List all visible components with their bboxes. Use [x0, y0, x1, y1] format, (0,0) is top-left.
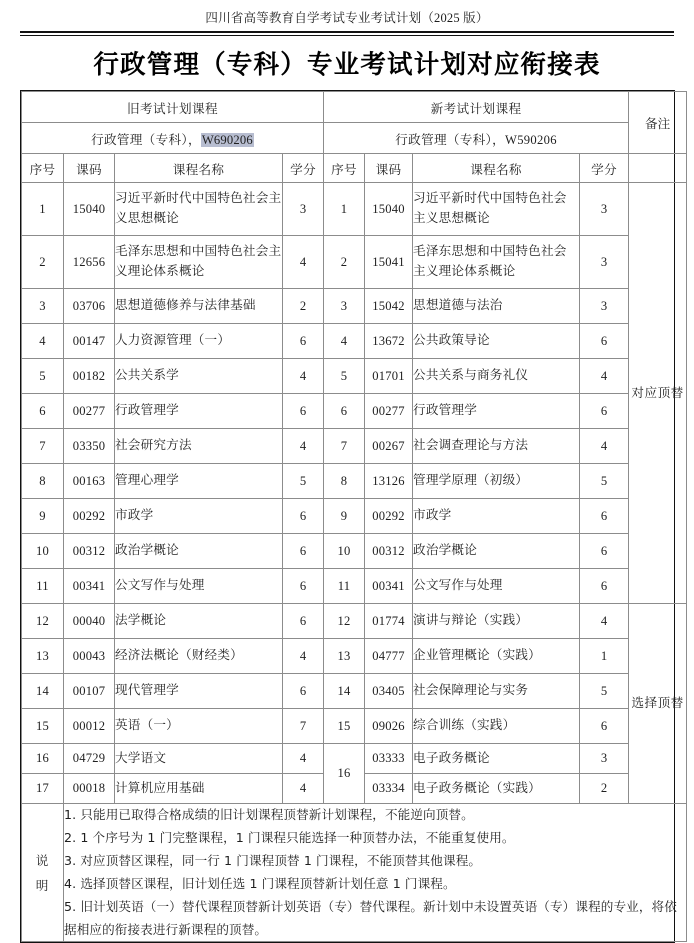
- header-old-sn: 序号: [22, 154, 64, 183]
- running-head: 四川省高等教育自学考试专业考试计划（2025 版）: [205, 11, 489, 25]
- old-major-code-highlighted: W690206: [201, 132, 253, 147]
- cell-new-credit: 5: [580, 464, 629, 499]
- cell-old-credit: 3: [283, 183, 324, 236]
- cell-new-sn: 8: [324, 464, 365, 499]
- cell-new-name: 电子政务概论（实践）: [413, 774, 580, 804]
- cell-old-credit: 2: [283, 289, 324, 324]
- cell-new-code: 13126: [365, 464, 413, 499]
- cell-new-name: 习近平新时代中国特色社会主义思想概论: [413, 183, 580, 236]
- remark-column-header: 备注: [629, 92, 687, 154]
- cell-old-sn: 16: [22, 744, 64, 774]
- cell-old-code: 03706: [64, 289, 115, 324]
- cell-old-name: 公文写作与处理: [115, 569, 283, 604]
- note-item-4: 4. 选择顶替区课程，旧计划任选 1 门课程顶替新计划任意 1 门课程。: [64, 875, 456, 891]
- cell-new-sn: 10: [324, 534, 365, 569]
- cell-old-name: 经济法概论（财经类）: [115, 639, 283, 674]
- cell-new-name: 政治学概论: [413, 534, 580, 569]
- table-row: [22, 289, 687, 324]
- table-row: [22, 359, 687, 394]
- cell-new-sn: 2: [324, 236, 365, 289]
- notes-label-line-1: 说: [35, 852, 50, 868]
- cell-new-sn: 11: [324, 569, 365, 604]
- cell-old-name: 计算机应用基础: [115, 774, 283, 804]
- cell-old-code: 03350: [64, 429, 115, 464]
- cell-old-credit: 4: [283, 429, 324, 464]
- cell-old-code: 00040: [64, 604, 115, 639]
- cell-new-credit: 3: [580, 289, 629, 324]
- cell-new-name: 综合训练（实践）: [413, 709, 580, 744]
- cell-new-credit: 4: [580, 359, 629, 394]
- cell-old-credit: 6: [283, 499, 324, 534]
- cell-old-credit: 4: [283, 774, 324, 804]
- remark-corresponding: 对应顶替: [629, 183, 687, 604]
- cell-old-code: 00292: [64, 499, 115, 534]
- note-item-3: 3. 对应顶替区课程，同一行 1 门课程顶替 1 门课程，不能顶替其他课程。: [64, 852, 482, 868]
- cell-old-name: 管理心理学: [115, 464, 283, 499]
- cell-old-name: 习近平新时代中国特色社会主义思想概论: [115, 183, 283, 236]
- table-row: [22, 569, 687, 604]
- old-major-cell: [22, 123, 324, 154]
- cell-new-code: 03333: [365, 744, 413, 774]
- cell-new-sn: 4: [324, 324, 365, 359]
- cell-old-credit: 6: [283, 534, 324, 569]
- cell-old-credit: 6: [283, 569, 324, 604]
- table-row: [22, 324, 687, 359]
- cell-new-credit: 6: [580, 534, 629, 569]
- cell-old-sn: 7: [22, 429, 64, 464]
- cell-old-sn: 4: [22, 324, 64, 359]
- header-new-code: 课码: [365, 154, 413, 183]
- table-row: [22, 709, 687, 744]
- table-row: [22, 236, 687, 289]
- cell-new-name: 毛泽东思想和中国特色社会主义理论体系概论: [413, 236, 580, 289]
- cell-old-code: 00312: [64, 534, 115, 569]
- table-row: [22, 464, 687, 499]
- cell-old-sn: 8: [22, 464, 64, 499]
- table-row: [22, 604, 687, 639]
- cell-new-code: 15040: [365, 183, 413, 236]
- cell-new-code: 00292: [365, 499, 413, 534]
- header-new-name: 课程名称: [413, 154, 580, 183]
- cell-new-credit: 6: [580, 324, 629, 359]
- note-item-5: 5. 旧计划英语（一）替代课程顶替新计划英语（专）替代课程。新计划中未设置英语（专）课程的专业，将依据相应的衔接表进行新课程的顶替。: [64, 898, 677, 937]
- cell-old-credit: 4: [283, 236, 324, 289]
- major-row: [22, 123, 687, 154]
- cell-new-sn-merged: 16: [324, 744, 365, 804]
- cell-old-code: 00043: [64, 639, 115, 674]
- cell-old-credit: 4: [283, 639, 324, 674]
- cell-new-code: 00267: [365, 429, 413, 464]
- cell-old-name: 政治学概论: [115, 534, 283, 569]
- cell-new-code: 00277: [365, 394, 413, 429]
- header-old-name: 课程名称: [115, 154, 283, 183]
- cell-new-name: 行政管理学: [413, 394, 580, 429]
- old-major-prefix: 行政管理（专科），: [91, 132, 201, 147]
- cell-old-sn: 14: [22, 674, 64, 709]
- cell-old-name: 公共关系学: [115, 359, 283, 394]
- cell-old-code: 00163: [64, 464, 115, 499]
- cell-old-code: 00277: [64, 394, 115, 429]
- cell-old-name: 大学语文: [115, 744, 283, 774]
- note-item-2: 2. 1 个序号为 1 门完整课程，1 门课程只能选择一种顶替办法，不能重复使用。: [64, 829, 515, 845]
- cell-new-code: 00341: [365, 569, 413, 604]
- cell-old-code: 04729: [64, 744, 115, 774]
- cell-new-name: 演讲与辩论（实践）: [413, 604, 580, 639]
- cell-old-name: 法学概论: [115, 604, 283, 639]
- page-title: 行政管理（专科）专业考试计划对应衔接表: [93, 50, 601, 79]
- cell-new-sn: 9: [324, 499, 365, 534]
- cell-new-sn: 12: [324, 604, 365, 639]
- notes-label-line-2: 明: [35, 877, 50, 893]
- cell-new-code: 00312: [365, 534, 413, 569]
- cell-old-credit: 7: [283, 709, 324, 744]
- cell-old-code: 00182: [64, 359, 115, 394]
- cell-new-name: 电子政务概论: [413, 744, 580, 774]
- cell-old-code: 00341: [64, 569, 115, 604]
- new-plan-group-header: 新考试计划课程: [324, 92, 629, 123]
- cell-old-credit: 6: [283, 604, 324, 639]
- cell-old-code: 00107: [64, 674, 115, 709]
- cell-new-credit: 3: [580, 183, 629, 236]
- cell-old-name: 行政管理学: [115, 394, 283, 429]
- cell-old-name: 英语（一）: [115, 709, 283, 744]
- header-new-sn: 序号: [324, 154, 365, 183]
- cell-old-sn: 5: [22, 359, 64, 394]
- notes-row: [22, 804, 687, 942]
- table-row: [22, 639, 687, 674]
- notes-body: [64, 804, 687, 942]
- cell-new-name: 思想道德与法治: [413, 289, 580, 324]
- cell-old-sn: 6: [22, 394, 64, 429]
- cell-new-name: 社会保障理论与实务: [413, 674, 580, 709]
- cell-new-sn: 3: [324, 289, 365, 324]
- cell-new-code: 09026: [365, 709, 413, 744]
- cell-new-credit: 3: [580, 744, 629, 774]
- cell-new-name: 管理学原理（初级）: [413, 464, 580, 499]
- cell-new-credit: 1: [580, 639, 629, 674]
- cell-old-sn: 10: [22, 534, 64, 569]
- table-row: [22, 394, 687, 429]
- cell-new-name: 公文写作与处理: [413, 569, 580, 604]
- cell-new-code: 01701: [365, 359, 413, 394]
- cell-old-credit: 6: [283, 394, 324, 429]
- table-row: [22, 183, 687, 236]
- cell-new-sn: 7: [324, 429, 365, 464]
- cell-old-name: 思想道德修养与法律基础: [115, 289, 283, 324]
- notes-label: [22, 804, 64, 942]
- new-major-cell: 行政管理（专科），W590206: [324, 123, 629, 154]
- note-item-1: 1. 只能用已取得合格成绩的旧计划课程顶替新计划课程，不能逆向顶替。: [64, 807, 474, 822]
- cell-new-credit: 6: [580, 499, 629, 534]
- cell-new-credit: 5: [580, 674, 629, 709]
- cell-new-name: 企业管理概论（实践）: [413, 639, 580, 674]
- course-mapping-table-wrapper: [20, 90, 684, 943]
- cell-new-sn: 5: [324, 359, 365, 394]
- cell-new-sn: 6: [324, 394, 365, 429]
- table-row: [22, 534, 687, 569]
- cell-new-code: 01774: [365, 604, 413, 639]
- header-remark-blank: [629, 154, 687, 183]
- cell-new-sn: 13: [324, 639, 365, 674]
- cell-new-name: 社会调查理论与方法: [413, 429, 580, 464]
- cell-new-sn: 15: [324, 709, 365, 744]
- cell-new-credit: 2: [580, 774, 629, 804]
- cell-old-sn: 9: [22, 499, 64, 534]
- cell-new-code: 13672: [365, 324, 413, 359]
- cell-old-sn: 3: [22, 289, 64, 324]
- header-rule: [20, 31, 674, 36]
- cell-old-name: 社会研究方法: [115, 429, 283, 464]
- cell-new-name: 公共政策导论: [413, 324, 580, 359]
- cell-old-name: 人力资源管理（一）: [115, 324, 283, 359]
- cell-new-credit: 4: [580, 429, 629, 464]
- cell-old-code: 12656: [64, 236, 115, 289]
- cell-old-sn: 2: [22, 236, 64, 289]
- cell-new-code: 04777: [365, 639, 413, 674]
- old-plan-group-header: 旧考试计划课程: [22, 92, 324, 123]
- cell-new-code: 15042: [365, 289, 413, 324]
- cell-old-name: 现代管理学: [115, 674, 283, 709]
- table-row: [22, 744, 687, 774]
- cell-old-sn: 13: [22, 639, 64, 674]
- table-row: [22, 499, 687, 534]
- cell-new-credit: 3: [580, 236, 629, 289]
- cell-old-credit: 4: [283, 744, 324, 774]
- cell-old-credit: 5: [283, 464, 324, 499]
- cell-old-code: 15040: [64, 183, 115, 236]
- cell-old-code: 00012: [64, 709, 115, 744]
- cell-old-sn: 11: [22, 569, 64, 604]
- header-new-credit: 学分: [580, 154, 629, 183]
- cell-new-credit: 6: [580, 709, 629, 744]
- cell-old-name: 毛泽东思想和中国特色社会主义理论体系概论: [115, 236, 283, 289]
- course-mapping-table: [21, 91, 687, 942]
- cell-new-name: 公共关系与商务礼仪: [413, 359, 580, 394]
- table-row: [22, 674, 687, 709]
- cell-old-code: 00018: [64, 774, 115, 804]
- cell-new-credit: 4: [580, 604, 629, 639]
- cell-old-sn: 17: [22, 774, 64, 804]
- cell-new-sn: 1: [324, 183, 365, 236]
- cell-old-name: 市政学: [115, 499, 283, 534]
- cell-old-credit: 6: [283, 674, 324, 709]
- cell-new-code: 03405: [365, 674, 413, 709]
- cell-new-credit: 6: [580, 394, 629, 429]
- cell-old-sn: 1: [22, 183, 64, 236]
- table-row: [22, 429, 687, 464]
- cell-new-sn: 14: [324, 674, 365, 709]
- group-header-row: [22, 92, 687, 123]
- column-header-row: [22, 154, 687, 183]
- remark-optional: 选择顶替: [629, 604, 687, 804]
- cell-old-credit: 4: [283, 359, 324, 394]
- header-old-credit: 学分: [283, 154, 324, 183]
- header-old-code: 课码: [64, 154, 115, 183]
- cell-new-code: 03334: [365, 774, 413, 804]
- cell-old-sn: 15: [22, 709, 64, 744]
- cell-new-credit: 6: [580, 569, 629, 604]
- cell-old-code: 00147: [64, 324, 115, 359]
- cell-old-sn: 12: [22, 604, 64, 639]
- cell-old-credit: 6: [283, 324, 324, 359]
- cell-new-name: 市政学: [413, 499, 580, 534]
- cell-new-code: 15041: [365, 236, 413, 289]
